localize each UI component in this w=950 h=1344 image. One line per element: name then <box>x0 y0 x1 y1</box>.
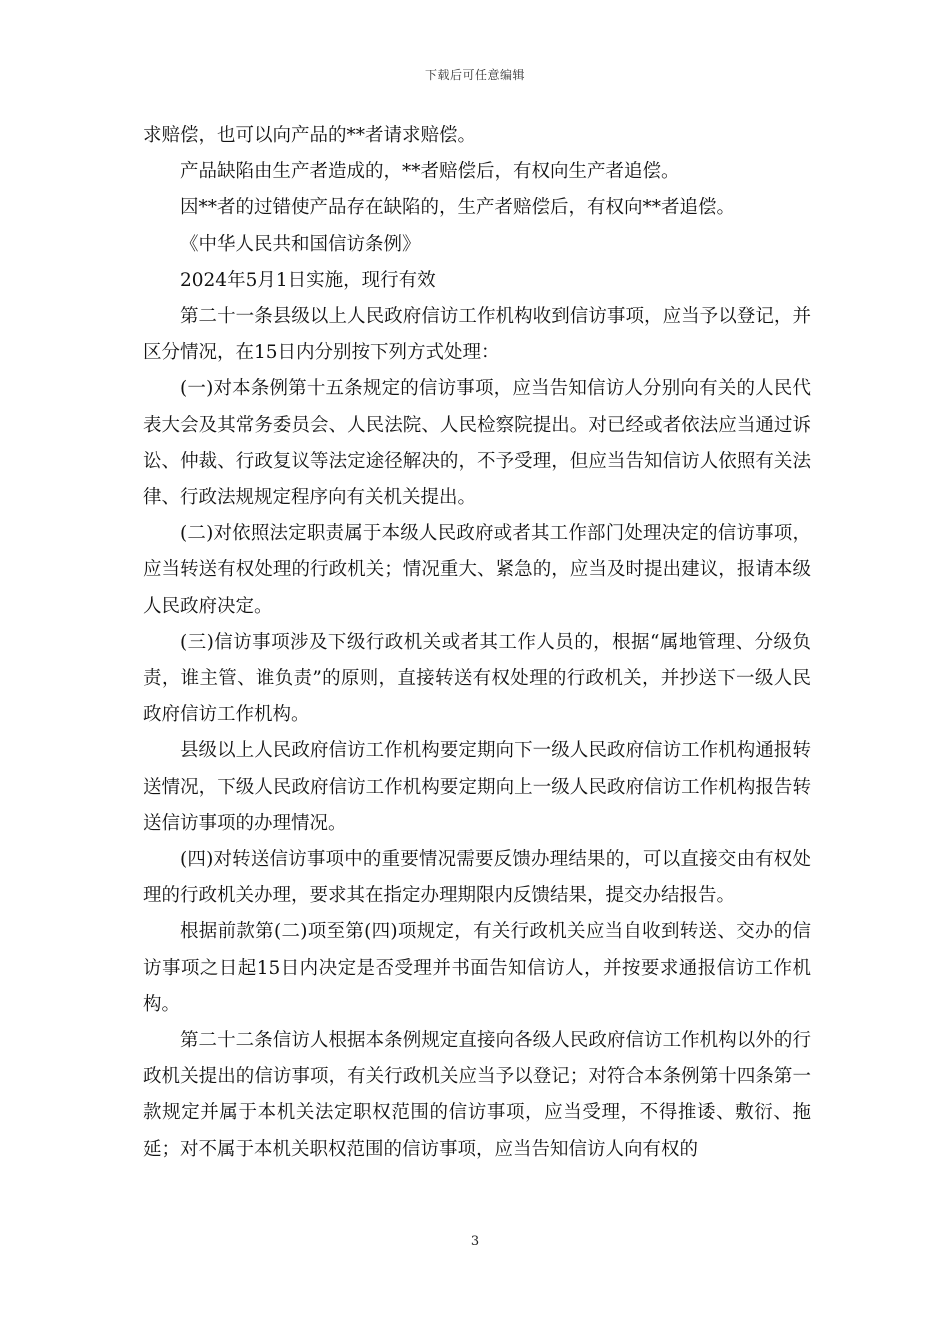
article-21-report-clause: 县级以上人民政府信访工作机构要定期向下一级人民政府信访工作机构通报转送情况，下级人民政府信访工作机构要定期向上一级人民政府信访工作机构报告转送信访事项的办理情况。 <box>143 740 811 834</box>
paragraph-seller-fault: 因**者的过错使产品存在缺陷的，生产者赔偿后，有权向**者追偿。 <box>180 197 736 219</box>
article-21-item-2: (二)对依照法定职责属于本级人民政府或者其工作部门处理决定的信访事项，应当转送有权处理的行政机关；情况重大、紧急的，应当及时提出建议，报请本级人民政府决定。 <box>143 523 811 617</box>
paragraph-producer-liability: 产品缺陷由生产者造成的，**者赔偿后，有权向生产者追偿。 <box>180 161 680 183</box>
article-21-deadline-clause: 根据前款第(二)项至第(四)项规定，有关行政机关应当自收到转送、交办的信访事项之日起15日内决定是否受理并书面告知信访人，并按要求通报信访工作机构。 <box>143 921 811 1015</box>
article-21-item-4: (四)对转送信访事项中的重要情况需要反馈办理结果的，可以直接交由有权处理的行政机关办理，要求其在指定办理期限内反馈结果，提交办结报告。 <box>143 849 811 907</box>
article-21-item-1: (一)对本条例第十五条规定的信访事项，应当告知信访人分别向有关的人民代表大会及其常务委员会、人民法院、人民检察院提出。对已经或者依法应当通过诉讼、仲裁、行政复议等法定途径解决的，不予受理，但应当告知信访人依照有关法律、行政法规规定程序向有关机关提出。 <box>143 378 811 509</box>
regulation-title: 《中华人民共和国信访条例》 <box>180 233 421 255</box>
article-21-item-3: (三)信访事项涉及下级行政机关或者其工作人员的，根据“属地管理、分级负责，谁主管、谁负责”的原则，直接转送有权处理的行政机关，并抄送下一级人民政府信访工作机构。 <box>143 631 811 726</box>
regulation-effective-date: 2024年5月1日实施，现行有效 <box>180 269 436 291</box>
document-body <box>143 118 811 1168</box>
article-22: 第二十二条信访人根据本条例规定直接向各级人民政府信访工作机构以外的行政机关提出的信访事项，有关行政机关应当予以登记；对符合本条例第十四条第一款规定并属于本机关法定职权范围的信访事项，应当受理，不得推诿、敷衍、拖延；对不属于本机关职权范围的信访事项，应当告知信访人向有权的 <box>143 1030 811 1160</box>
page-number: 3 <box>470 1234 480 1249</box>
article-21: 第二十一条县级以上人民政府信访工作机构收到信访事项，应当予以登记，并区分情况，在15日内分别按下列方式处理： <box>143 306 811 364</box>
page-header: 下载后可任意编辑 <box>424 68 525 82</box>
paragraph-continuation: 求赔偿，也可以向产品的**者请求赔偿。 <box>143 125 477 146</box>
